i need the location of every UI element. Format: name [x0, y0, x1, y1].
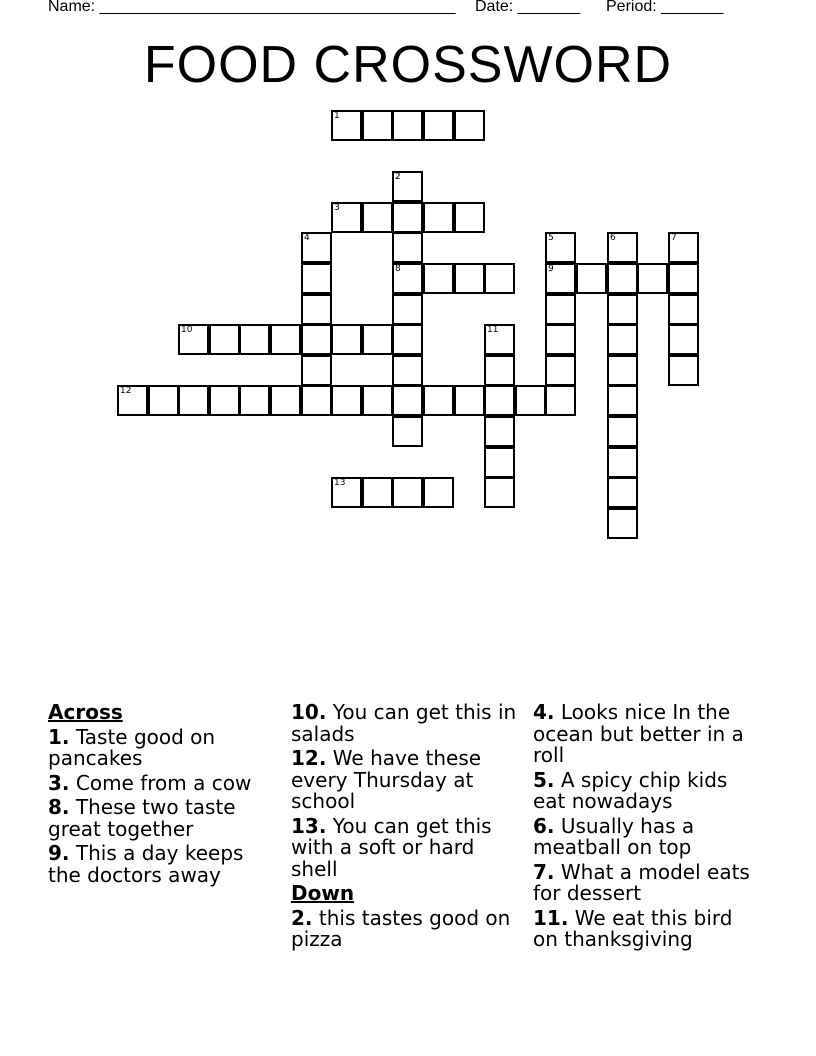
grid-cell[interactable]	[484, 416, 515, 447]
grid-cell[interactable]	[362, 324, 393, 355]
grid-cell[interactable]	[454, 263, 485, 294]
grid-cell[interactable]	[117, 385, 148, 416]
clue-text: this tastes good on pizza	[291, 905, 511, 951]
clue-column-3	[533, 702, 763, 954]
grid-cell[interactable]	[454, 385, 485, 416]
grid-cell[interactable]	[362, 385, 393, 416]
grid-cell[interactable]	[362, 110, 393, 141]
grid-cell[interactable]	[392, 355, 423, 386]
grid-cell[interactable]	[392, 232, 423, 263]
grid-cell[interactable]	[668, 355, 699, 386]
date-field[interactable]: Date: _______	[475, 0, 580, 15]
grid-cell[interactable]	[484, 263, 515, 294]
grid-cell[interactable]	[545, 355, 576, 386]
clue-text: This a day keeps the doctors away	[48, 841, 244, 887]
clue-column-2	[291, 702, 521, 954]
clue-across-3	[48, 770, 278, 795]
grid-cell[interactable]	[484, 385, 515, 416]
grid-cell[interactable]	[362, 202, 393, 233]
grid-cell[interactable]	[178, 324, 209, 355]
grid-cell[interactable]	[392, 324, 423, 355]
grid-cell[interactable]	[270, 324, 301, 355]
cell-number: 3	[334, 203, 340, 213]
clue-text: We have these every Thursday at school	[291, 746, 482, 813]
grid-cell[interactable]	[454, 202, 485, 233]
clue-down-4	[533, 702, 763, 767]
clue-number: 5.	[533, 767, 555, 792]
grid-cell[interactable]	[178, 385, 209, 416]
clue-text: Looks nice In the ocean but better in a roll	[533, 700, 744, 767]
clue-across-8	[48, 797, 278, 840]
grid-cell[interactable]	[607, 294, 638, 325]
clue-number: 11.	[533, 905, 569, 930]
grid-cell[interactable]	[545, 385, 576, 416]
grid-cell[interactable]	[301, 263, 332, 294]
clue-across-12	[291, 748, 521, 813]
grid-cell[interactable]	[454, 110, 485, 141]
grid-cell[interactable]	[239, 385, 270, 416]
clue-text: Taste good on pancakes	[48, 724, 216, 770]
clue-number: 3.	[48, 770, 70, 795]
page-title: FOOD CROSSWORD	[143, 36, 673, 94]
clue-number: 7.	[533, 859, 555, 884]
grid-cell[interactable]	[392, 294, 423, 325]
grid-cell[interactable]	[668, 263, 699, 294]
grid-cell[interactable]	[607, 355, 638, 386]
grid-cell[interactable]	[392, 171, 423, 202]
cell-number: 7	[671, 233, 677, 243]
clue-number: 6.	[533, 813, 555, 838]
grid-cell[interactable]	[331, 477, 362, 508]
clue-number: 13.	[291, 813, 327, 838]
grid-cell[interactable]	[423, 202, 454, 233]
across-heading: Across	[48, 700, 123, 724]
clue-number: 1.	[48, 724, 70, 749]
clue-number: 4.	[533, 700, 555, 724]
grid-cell[interactable]	[362, 477, 393, 508]
clue-down-2	[291, 905, 521, 951]
grid-cell[interactable]	[331, 202, 362, 233]
grid-cell[interactable]	[392, 477, 423, 508]
grid-cell[interactable]	[270, 385, 301, 416]
clue-text: Usually has a meatball on top	[533, 813, 695, 859]
grid-cell[interactable]	[392, 110, 423, 141]
clue-down-7	[533, 859, 763, 905]
clue-across-10	[291, 702, 521, 745]
cell-number: 12	[120, 386, 132, 396]
grid-cell[interactable]	[331, 385, 362, 416]
grid-cell[interactable]	[301, 324, 332, 355]
grid-cell[interactable]	[301, 355, 332, 386]
grid-cell[interactable]	[301, 294, 332, 325]
grid-cell[interactable]	[331, 110, 362, 141]
cell-number: 11	[487, 325, 499, 335]
grid-cell[interactable]	[515, 385, 546, 416]
grid-cell[interactable]	[423, 385, 454, 416]
grid-cell[interactable]	[484, 477, 515, 508]
grid-cell[interactable]	[423, 263, 454, 294]
cell-number: 2	[395, 172, 401, 182]
grid-cell[interactable]	[668, 232, 699, 263]
grid-cell[interactable]	[484, 355, 515, 386]
clue-text: Come from a cow	[75, 770, 252, 795]
grid-cell[interactable]	[392, 416, 423, 447]
grid-cell[interactable]	[668, 324, 699, 355]
clue-text: You can get this in salads	[291, 700, 517, 746]
grid-cell[interactable]	[668, 294, 699, 325]
name-field[interactable]: Name: ________________________________________	[48, 0, 456, 15]
down-heading: Down	[291, 881, 355, 905]
grid-cell[interactable]	[301, 232, 332, 263]
cell-number: 10	[181, 325, 193, 335]
clue-text: We eat this bird on thanksgiving	[533, 905, 733, 951]
clue-text: You can get this with a soft or hard shell	[291, 813, 492, 881]
clue-across-9	[48, 843, 278, 886]
grid-cell[interactable]	[607, 477, 638, 508]
grid-cell[interactable]	[392, 263, 423, 294]
clue-down-5	[533, 767, 763, 813]
cell-number: 9	[548, 264, 554, 274]
clue-number: 12.	[291, 746, 327, 770]
grid-cell[interactable]	[637, 263, 668, 294]
grid-cell[interactable]	[423, 477, 454, 508]
grid-cell[interactable]	[545, 294, 576, 325]
clue-number: 2.	[291, 905, 313, 930]
grid-cell[interactable]	[392, 202, 423, 233]
grid-cell[interactable]	[148, 385, 179, 416]
clue-across-13	[291, 813, 521, 881]
grid-cell[interactable]	[545, 232, 576, 263]
grid-cell[interactable]	[545, 324, 576, 355]
grid-cell[interactable]	[607, 447, 638, 478]
grid-cell[interactable]	[423, 110, 454, 141]
clue-text: What a model eats for dessert	[533, 859, 750, 905]
clue-text: These two taste great together	[48, 795, 236, 841]
clue-column-1	[48, 702, 278, 889]
grid-cell[interactable]	[484, 324, 515, 355]
grid-cell[interactable]	[301, 385, 332, 416]
grid-cell[interactable]	[239, 324, 270, 355]
grid-cell[interactable]	[576, 263, 607, 294]
grid-cell[interactable]	[607, 385, 638, 416]
period-field[interactable]: Period: _______	[606, 0, 724, 15]
clue-down-11	[533, 905, 763, 951]
cell-number: 5	[548, 233, 554, 243]
cell-number: 13	[334, 478, 346, 488]
clue-number: 9.	[48, 841, 70, 865]
grid-cell[interactable]	[209, 385, 240, 416]
clue-number: 10.	[291, 700, 327, 724]
grid-cell[interactable]	[607, 508, 638, 539]
cell-number: 1	[334, 111, 340, 121]
grid-cell[interactable]	[545, 263, 576, 294]
grid-cell[interactable]	[331, 324, 362, 355]
clue-number: 8.	[48, 795, 70, 819]
clue-down-6	[533, 813, 763, 859]
grid-cell[interactable]	[484, 447, 515, 478]
cell-number: 8	[395, 264, 401, 274]
grid-cell[interactable]	[607, 232, 638, 263]
grid-cell[interactable]	[607, 324, 638, 355]
clue-text: A spicy chip kids eat nowadays	[533, 767, 728, 813]
grid-cell[interactable]	[392, 385, 423, 416]
grid-cell[interactable]	[607, 263, 638, 294]
grid-cell[interactable]	[607, 416, 638, 447]
clue-across-1	[48, 724, 278, 770]
cell-number: 6	[610, 233, 616, 243]
grid-cell[interactable]	[209, 324, 240, 355]
cell-number: 4	[304, 233, 310, 243]
